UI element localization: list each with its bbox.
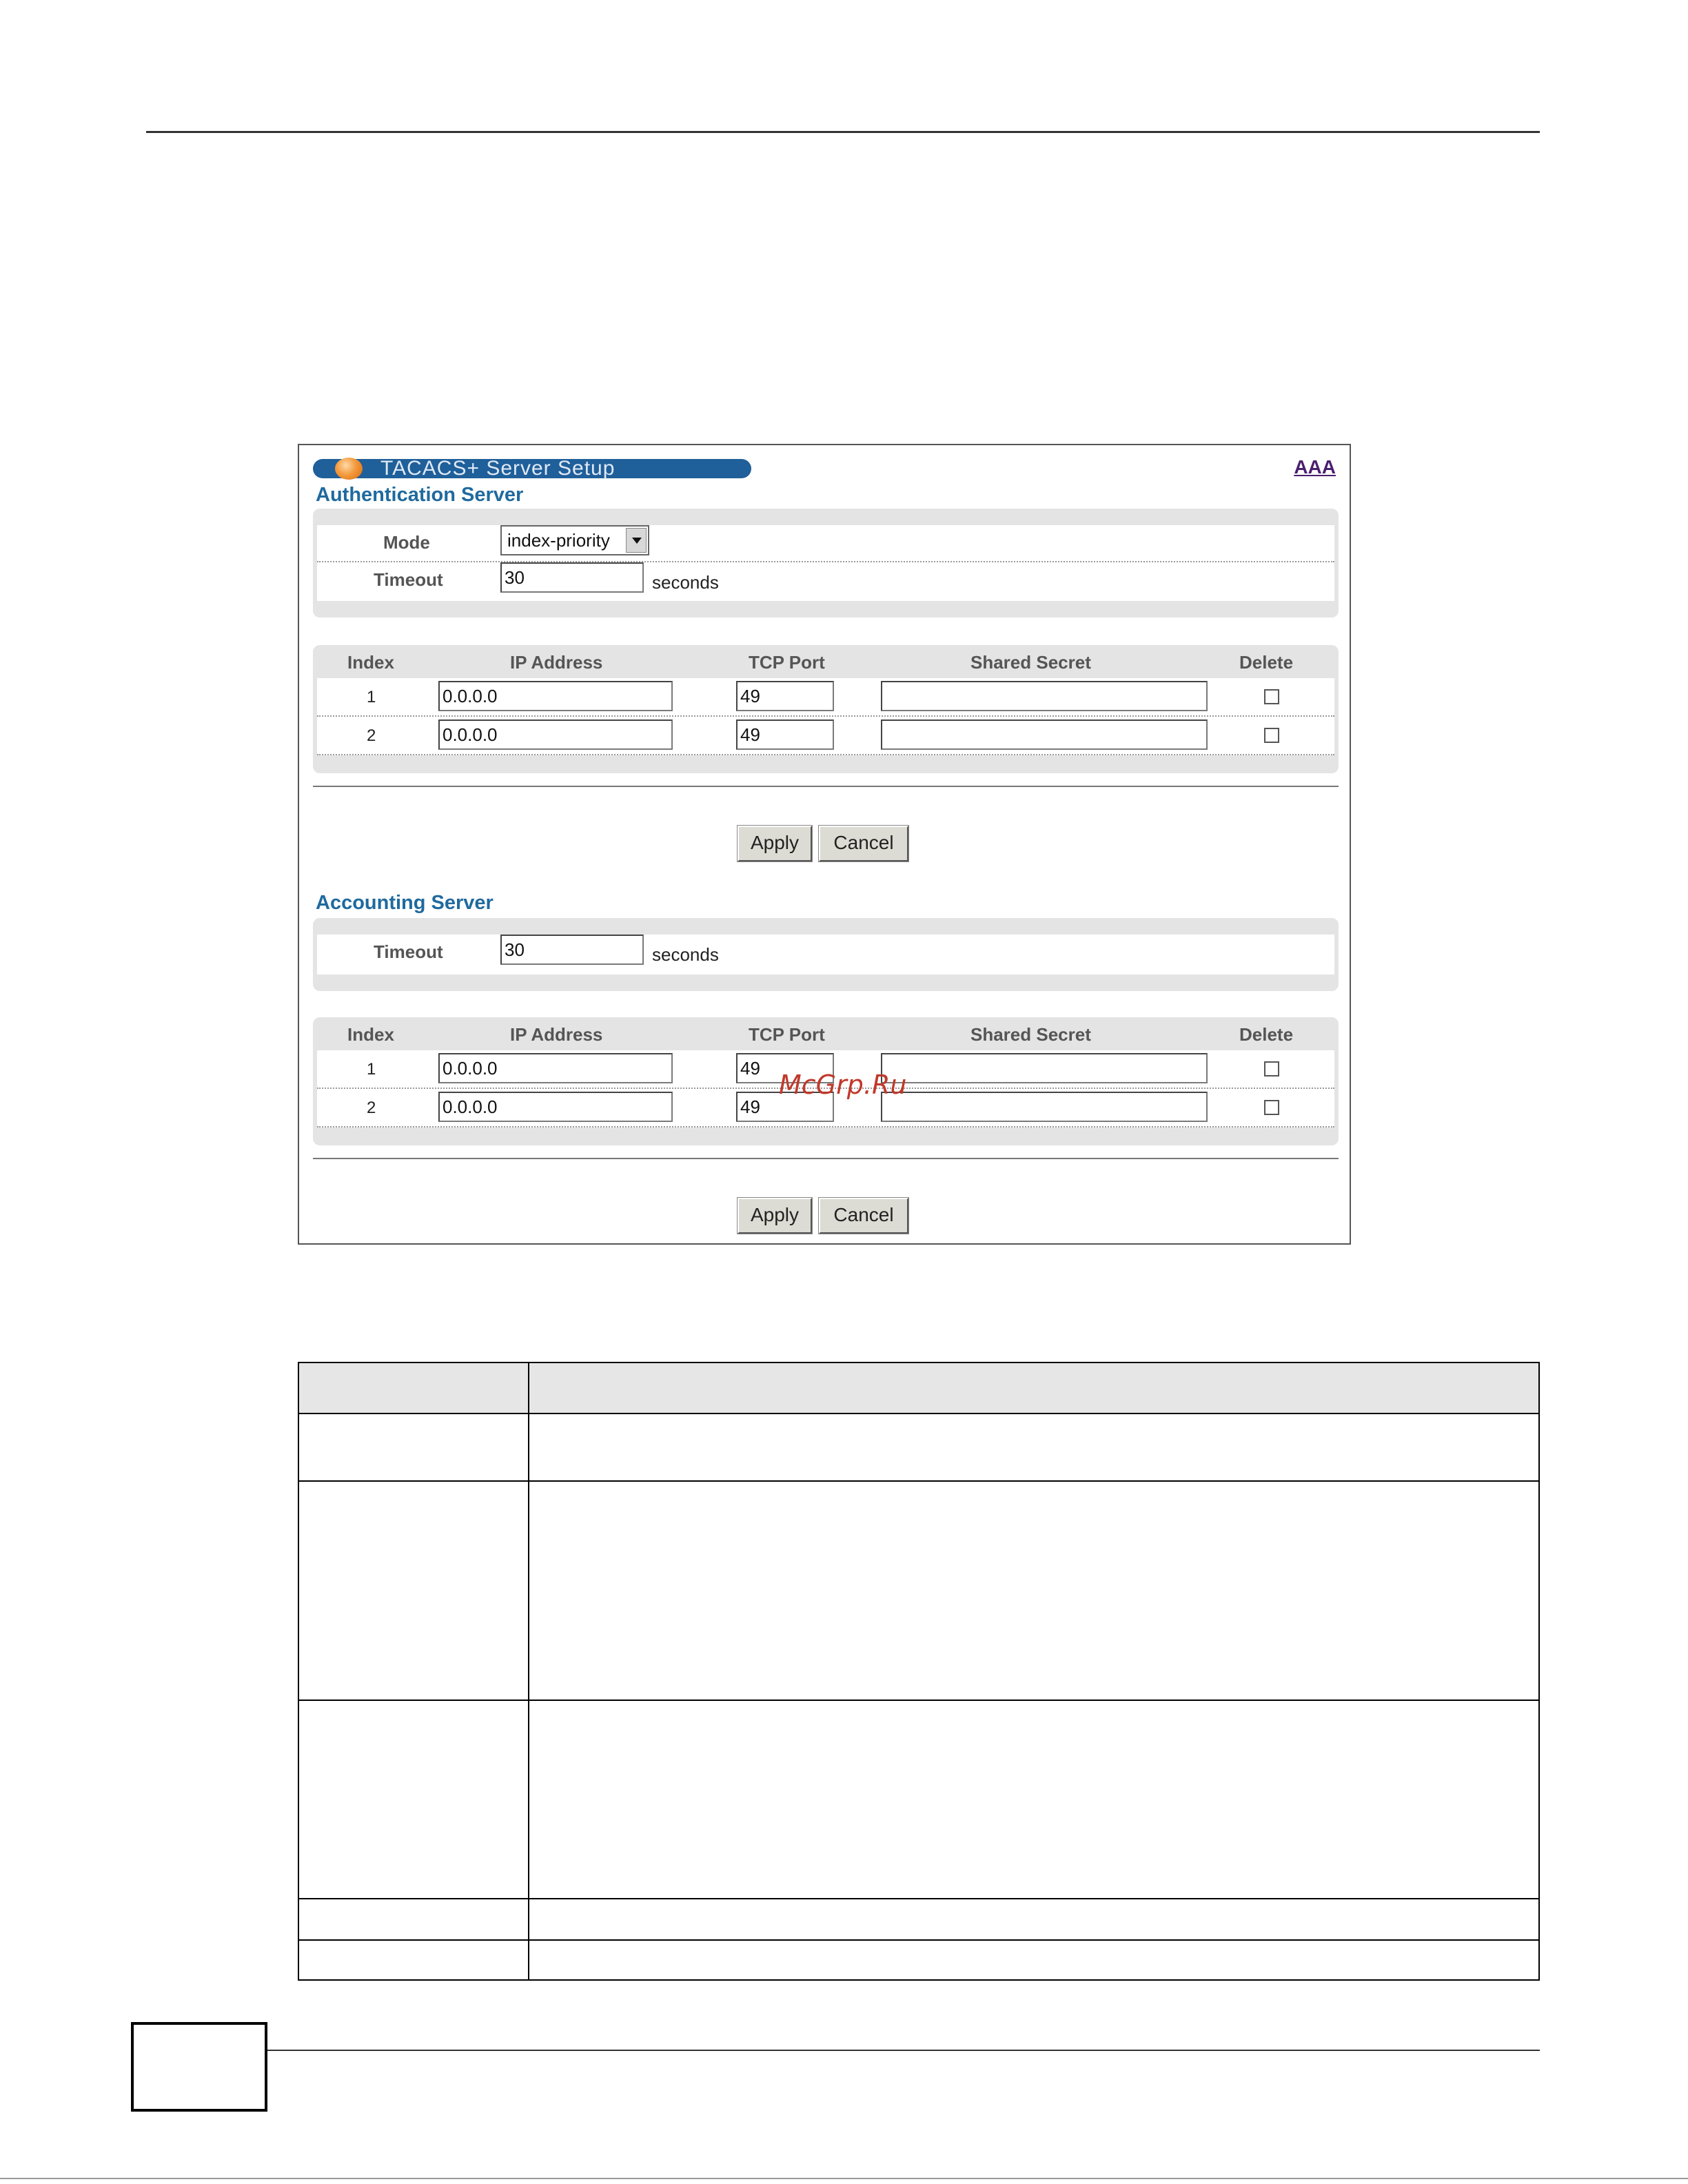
acct-col-index: Index xyxy=(347,1024,394,1045)
auth-col-port: TCP Port xyxy=(749,652,825,673)
accounting-heading: Accounting Server xyxy=(316,892,494,914)
auth-row1-port-input[interactable]: 49 xyxy=(736,681,834,711)
acct-row1-index: 1 xyxy=(367,1060,376,1079)
acct-row2-port-input[interactable]: 49 xyxy=(736,1092,834,1122)
auth-timeout-unit: seconds xyxy=(652,572,719,593)
bottom-edge-rule xyxy=(0,2178,1688,2179)
acct-timeout-input[interactable]: 30 xyxy=(500,935,644,965)
auth-row1-ip-input[interactable]: 0.0.0.0 xyxy=(438,681,673,711)
auth-row2-secret-input[interactable] xyxy=(881,720,1208,750)
auth-timeout-input[interactable]: 30 xyxy=(500,562,644,593)
acct-row2-secret-input[interactable] xyxy=(881,1092,1208,1122)
mode-select-value: index-priority xyxy=(507,530,610,551)
acct-col-port: TCP Port xyxy=(749,1024,825,1045)
mode-label: Mode xyxy=(383,532,430,553)
footer-rule xyxy=(267,2050,1540,2051)
tacacs-setup-screenshot xyxy=(298,444,1351,1245)
auth-cancel-button[interactable]: Cancel xyxy=(819,826,908,861)
auth-apply-button[interactable]: Apply xyxy=(738,826,812,861)
authentication-heading: Authentication Server xyxy=(316,484,524,506)
orb-icon xyxy=(335,458,363,480)
acct-row2-ip-input[interactable]: 0.0.0.0 xyxy=(438,1092,673,1122)
auth-row2-delete-checkbox[interactable] xyxy=(1264,728,1279,743)
auth-row2-port-input[interactable]: 49 xyxy=(736,720,834,750)
acct-row1-port-input[interactable]: 49 xyxy=(736,1053,834,1083)
auth-col-ip: IP Address xyxy=(510,652,603,673)
header-rule xyxy=(146,131,1540,133)
acct-col-delete: Delete xyxy=(1239,1024,1294,1045)
acct-row1-delete-checkbox[interactable] xyxy=(1264,1061,1279,1076)
auth-settings-panel xyxy=(313,509,1339,618)
auth-row1-index: 1 xyxy=(367,688,376,706)
acct-timeout-label: Timeout xyxy=(374,941,443,962)
auth-col-delete: Delete xyxy=(1239,652,1294,673)
acct-row2-index: 2 xyxy=(367,1099,376,1117)
acct-apply-button[interactable]: Apply xyxy=(738,1198,812,1234)
auth-separator xyxy=(313,786,1339,787)
aaa-link[interactable]: AAA xyxy=(1294,456,1336,478)
watermark: McGrp.Ru xyxy=(779,1070,907,1100)
acct-timeout-unit: seconds xyxy=(652,944,719,965)
acct-row2-delete-checkbox[interactable] xyxy=(1264,1100,1279,1115)
auth-col-index: Index xyxy=(347,652,394,673)
description-table-header xyxy=(299,1363,1538,1414)
acct-row1-ip-input[interactable]: 0.0.0.0 xyxy=(438,1053,673,1083)
acct-cancel-button[interactable]: Cancel xyxy=(819,1198,908,1234)
mode-select[interactable] xyxy=(500,525,649,555)
auth-row2-ip-input[interactable]: 0.0.0.0 xyxy=(438,720,673,750)
auth-col-secret: Shared Secret xyxy=(970,652,1091,673)
page-number-box xyxy=(131,2022,267,2112)
chevron-down-icon[interactable] xyxy=(626,528,647,553)
auth-row1-secret-input[interactable] xyxy=(881,681,1208,711)
auth-row1-delete-checkbox[interactable] xyxy=(1264,689,1279,704)
acct-col-ip: IP Address xyxy=(510,1024,603,1045)
acct-row1-secret-input[interactable] xyxy=(881,1053,1208,1083)
auth-timeout-label: Timeout xyxy=(374,569,443,590)
description-table xyxy=(298,1362,1540,1981)
title-bar xyxy=(313,459,751,478)
acct-col-secret: Shared Secret xyxy=(970,1024,1091,1045)
acct-separator xyxy=(313,1158,1339,1159)
screen-title: TACACS+ Server Setup xyxy=(380,457,616,480)
auth-row2-index: 2 xyxy=(367,726,376,745)
acct-settings-panel xyxy=(313,918,1339,991)
